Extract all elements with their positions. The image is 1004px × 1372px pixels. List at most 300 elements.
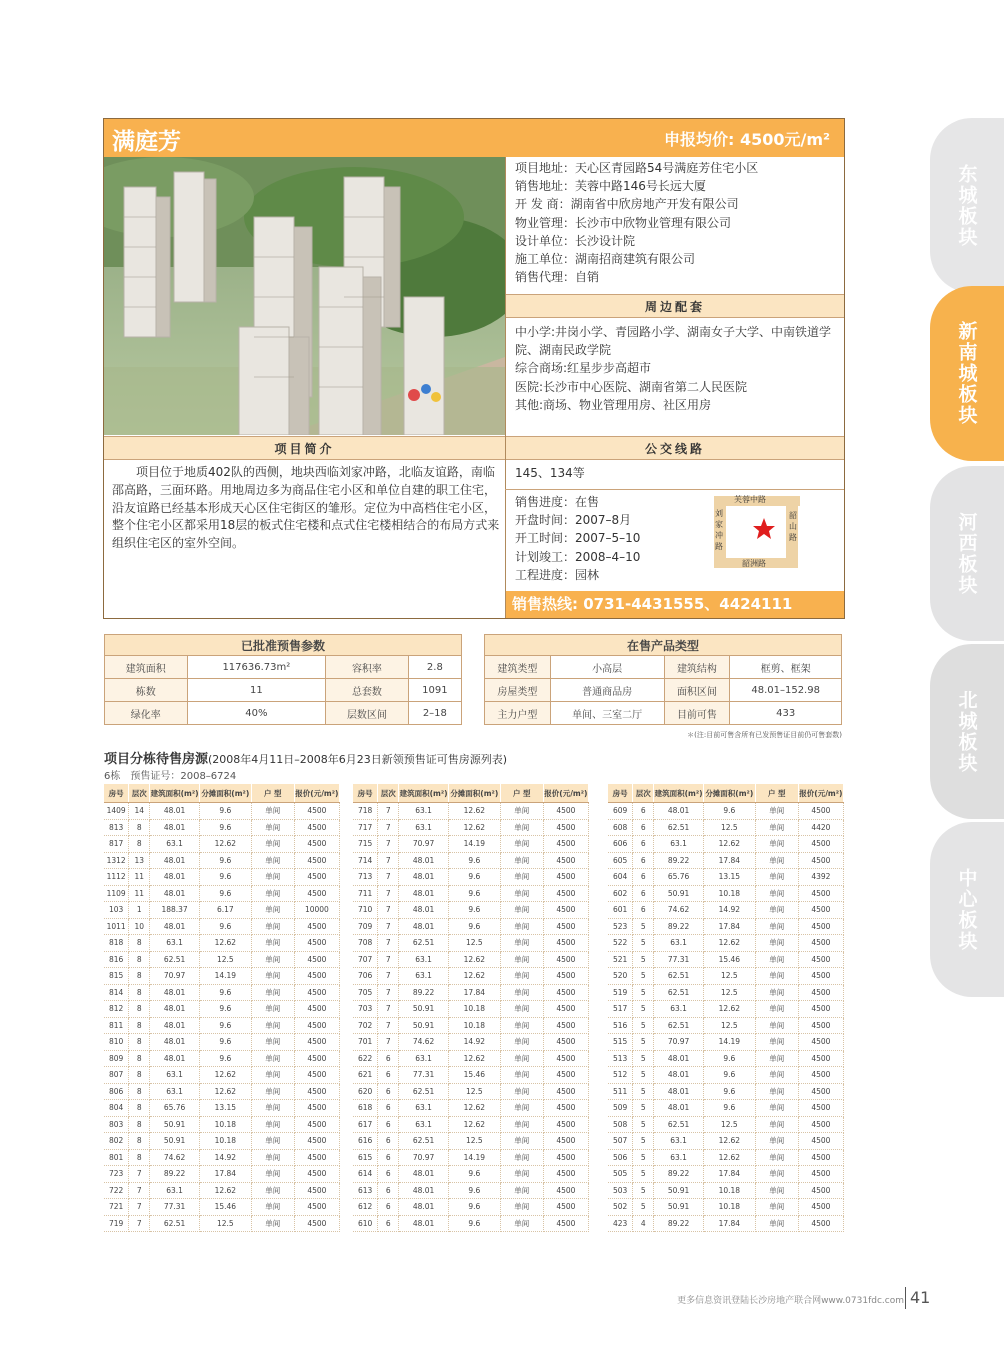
table-row xyxy=(608,1199,844,1216)
table-cell: 719 xyxy=(104,1215,129,1232)
table-cell: 50.91 xyxy=(654,1182,704,1199)
table-cell: 4500 xyxy=(294,836,339,853)
table-cell: 8 xyxy=(129,819,150,836)
table-cell: 14.19 xyxy=(199,968,251,985)
table-row xyxy=(353,1149,589,1166)
table-cell: 4500 xyxy=(798,1182,843,1199)
table-cell: 4500 xyxy=(543,902,588,919)
table-cell: 4500 xyxy=(798,935,843,952)
table-cell: 单间 xyxy=(755,968,798,985)
table-cell: 604 xyxy=(608,869,633,886)
table-cell: 6 xyxy=(633,836,654,853)
table-cell: 12.5 xyxy=(703,1116,755,1133)
table-row xyxy=(104,1001,340,1018)
table-cell: 5 xyxy=(633,951,654,968)
table-row xyxy=(353,1100,589,1117)
table-row xyxy=(608,852,844,869)
progress-open: 开盘时间：2007–8月 xyxy=(515,513,632,528)
table-cell: 4500 xyxy=(294,819,339,836)
table-row xyxy=(608,1001,844,1018)
table-cell: 7 xyxy=(378,1001,399,1018)
table-row: 建筑面积 117636.73m² 容积率 2.8 xyxy=(105,656,462,679)
table-cell: 单间 xyxy=(755,1116,798,1133)
table-cell: 1312 xyxy=(104,852,129,869)
table-cell: 4500 xyxy=(543,968,588,985)
table-cell: 9.6 xyxy=(703,1050,755,1067)
table-cell: 4500 xyxy=(294,951,339,968)
table-cell: 7 xyxy=(378,984,399,1001)
table-cell: 9.6 xyxy=(199,819,251,836)
table-cell: 5 xyxy=(633,1050,654,1067)
info-builder: 施工单位：湖南招商建筑有限公司 xyxy=(515,252,696,267)
table-cell: 5 xyxy=(633,918,654,935)
table-cell: 13.15 xyxy=(703,869,755,886)
progress-start: 开工时间：2007–5–10 xyxy=(515,531,641,546)
table-cell: 4500 xyxy=(294,1083,339,1100)
table-cell: 48.01 xyxy=(654,803,704,820)
table-cell: 单间 xyxy=(500,918,543,935)
table-cell: 4500 xyxy=(294,968,339,985)
table-cell: 单间 xyxy=(251,1001,294,1018)
table-cell: 509 xyxy=(608,1100,633,1117)
table-row xyxy=(104,852,340,869)
table-cell: 单间 xyxy=(755,852,798,869)
info-sales-address: 销售地址：芙蓉中路146号长远大厦 xyxy=(515,179,706,194)
table-cell: 1011 xyxy=(104,918,129,935)
column-header: 层次 xyxy=(633,784,654,803)
table-row xyxy=(104,869,340,886)
table-cell: 817 xyxy=(104,836,129,853)
table-cell: 10.18 xyxy=(703,1182,755,1199)
table-row xyxy=(608,1133,844,1150)
table-cell: 10000 xyxy=(294,902,339,919)
table-cell: 4500 xyxy=(294,1166,339,1183)
table-cell: 单间 xyxy=(755,951,798,968)
table-cell: 17.84 xyxy=(448,984,500,1001)
table-cell: 103 xyxy=(104,902,129,919)
divider xyxy=(905,1287,906,1309)
table-cell: 617 xyxy=(353,1116,378,1133)
table-cell: 4500 xyxy=(798,1001,843,1018)
table-cell: 48.01 xyxy=(399,1199,449,1216)
table-cell: 单间 xyxy=(251,885,294,902)
table-header-row xyxy=(353,784,589,803)
table-cell: 9.6 xyxy=(703,803,755,820)
table-cell: 7 xyxy=(129,1215,150,1232)
table-cell: 13 xyxy=(129,852,150,869)
product-title: 在售产品类型 xyxy=(485,635,842,656)
table-cell: 602 xyxy=(608,885,633,902)
table-row xyxy=(104,902,340,919)
table-cell: 12.5 xyxy=(448,935,500,952)
table-cell: 513 xyxy=(608,1050,633,1067)
table-cell: 单间 xyxy=(500,885,543,902)
around-schools: 中小学:井岗小学、青园路小学、湖南女子大学、中南铁道学院、湖南民政学院 xyxy=(515,325,832,358)
tab-xinnancheng[interactable]: 新南城板块 xyxy=(930,286,1004,461)
table-cell: 14.92 xyxy=(703,902,755,919)
table-cell: 4500 xyxy=(543,1133,588,1150)
table-row xyxy=(608,902,844,919)
table-cell: 714 xyxy=(353,852,378,869)
table-row xyxy=(608,1116,844,1133)
table-cell: 单间 xyxy=(755,1215,798,1232)
table-cell: 单间 xyxy=(500,1149,543,1166)
table-cell: 7 xyxy=(378,885,399,902)
table-cell: 7 xyxy=(378,1017,399,1034)
table-cell: 188.37 xyxy=(150,902,200,919)
column-header: 建筑面积(m²) xyxy=(654,784,704,803)
project-name: 满庭芳 xyxy=(112,129,181,155)
table-row xyxy=(104,885,340,902)
table-row xyxy=(104,1166,340,1183)
tab-dongcheng[interactable]: 东城板块 xyxy=(930,118,1004,293)
table-cell: 523 xyxy=(608,918,633,935)
table-row xyxy=(104,836,340,853)
table-cell: 9.6 xyxy=(199,869,251,886)
progress-complete: 计划竣工：2008–4–10 xyxy=(515,549,641,564)
table-cell: 单间 xyxy=(755,1133,798,1150)
table-cell: 5 xyxy=(633,968,654,985)
table-cell: 单间 xyxy=(500,902,543,919)
project-info xyxy=(515,159,835,286)
table-cell: 15.46 xyxy=(703,951,755,968)
table-row xyxy=(608,1034,844,1051)
table-cell: 14 xyxy=(129,803,150,820)
table-cell: 单间 xyxy=(251,1083,294,1100)
project-price: 申报均价: 4500元/m² xyxy=(663,130,830,149)
table-cell: 5 xyxy=(633,1133,654,1150)
table-row xyxy=(353,1199,589,1216)
table-cell: 12.5 xyxy=(703,819,755,836)
table-cell: 48.01 xyxy=(150,885,200,902)
table-cell: 4500 xyxy=(543,1001,588,1018)
table-cell: 6 xyxy=(378,1199,399,1216)
table-cell: 8 xyxy=(129,1083,150,1100)
table-cell: 10.18 xyxy=(703,1199,755,1216)
table-cell: 单间 xyxy=(755,1083,798,1100)
table-cell: 9.6 xyxy=(199,918,251,935)
table-cell: 601 xyxy=(608,902,633,919)
table-cell: 8 xyxy=(129,1116,150,1133)
column-header: 报价(元/m²) xyxy=(798,784,843,803)
table-cell: 单间 xyxy=(500,1199,543,1216)
table-row xyxy=(104,1199,340,1216)
table-cell: 4500 xyxy=(543,803,588,820)
table-cell: 9.6 xyxy=(199,1017,251,1034)
table-cell: 70.97 xyxy=(399,836,449,853)
table-cell: 单间 xyxy=(500,1083,543,1100)
table-cell: 7 xyxy=(129,1182,150,1199)
around-hospital: 医院:长沙市中心医院、湖南省第二人民医院 xyxy=(515,379,748,394)
table-cell: 7 xyxy=(378,852,399,869)
table-cell: 4500 xyxy=(294,1034,339,1051)
table-cell: 63.1 xyxy=(399,819,449,836)
table-cell: 单间 xyxy=(251,902,294,919)
table-row xyxy=(104,951,340,968)
table-cell: 8 xyxy=(129,1100,150,1117)
table-row xyxy=(608,836,844,853)
table-row xyxy=(353,951,589,968)
table-cell: 63.1 xyxy=(399,968,449,985)
table-cell: 4500 xyxy=(294,1133,339,1150)
divider xyxy=(505,157,506,618)
table-cell: 63.1 xyxy=(399,1116,449,1133)
table-cell: 620 xyxy=(353,1083,378,1100)
table-cell: 单间 xyxy=(755,1017,798,1034)
table-row xyxy=(104,1067,340,1084)
table-cell: 7 xyxy=(378,869,399,886)
table-cell: 8 xyxy=(129,935,150,952)
table-header-row xyxy=(608,784,844,803)
column-header: 建筑面积(m²) xyxy=(150,784,200,803)
table-cell: 506 xyxy=(608,1149,633,1166)
table-cell: 单间 xyxy=(500,1166,543,1183)
table-cell: 62.51 xyxy=(150,1215,200,1232)
table-cell: 5 xyxy=(633,1149,654,1166)
table-cell: 63.1 xyxy=(150,1067,200,1084)
table-cell: 708 xyxy=(353,935,378,952)
table-cell: 9.6 xyxy=(448,918,500,935)
table-row xyxy=(353,803,589,820)
table-row xyxy=(608,968,844,985)
presale-title: 已批准预售参数 xyxy=(105,635,462,656)
table-cell: 4500 xyxy=(798,1166,843,1183)
section-intro: 项目简介 xyxy=(104,436,505,460)
table-cell: 63.1 xyxy=(654,1149,704,1166)
table-cell: 12.62 xyxy=(448,1116,500,1133)
table-row xyxy=(608,1050,844,1067)
table-row: 主力户型 单间、三室二厅 目前可售 433 xyxy=(485,702,842,725)
table-cell: 单间 xyxy=(500,1215,543,1232)
table-cell: 6 xyxy=(378,1067,399,1084)
table-cell: 5 xyxy=(633,1199,654,1216)
table-cell: 9.6 xyxy=(703,1067,755,1084)
info-property-mgmt: 物业管理：长沙市中欣物业管理有限公司 xyxy=(515,215,732,230)
map-road-left: 刘家冲路 xyxy=(715,509,723,551)
table-cell: 50.91 xyxy=(654,1199,704,1216)
table-cell: 4500 xyxy=(798,968,843,985)
table-cell: 4392 xyxy=(798,869,843,886)
table-cell: 单间 xyxy=(755,1034,798,1051)
star-icon xyxy=(753,518,775,539)
table-cell: 63.1 xyxy=(654,1133,704,1150)
table-cell: 63.1 xyxy=(399,1050,449,1067)
table-cell: 单间 xyxy=(500,1182,543,1199)
column-header: 分摊面积(m²) xyxy=(448,784,500,803)
table-cell: 4500 xyxy=(294,1067,339,1084)
table-cell: 单间 xyxy=(755,1001,798,1018)
table-cell: 6.17 xyxy=(199,902,251,919)
table-cell: 8 xyxy=(129,984,150,1001)
table-cell: 单间 xyxy=(500,951,543,968)
table-cell: 63.1 xyxy=(150,836,200,853)
table-cell: 4500 xyxy=(543,1215,588,1232)
table-cell: 721 xyxy=(104,1199,129,1216)
unit-table-2 xyxy=(353,784,589,1232)
table-cell: 9.6 xyxy=(448,885,500,902)
building-permit: 6栋 预售证号：2008–6724 xyxy=(104,771,237,782)
table-row xyxy=(608,935,844,952)
table-cell: 单间 xyxy=(500,803,543,820)
table-row xyxy=(104,1215,340,1232)
table-row xyxy=(104,1017,340,1034)
table-cell: 10.18 xyxy=(703,885,755,902)
table-cell: 707 xyxy=(353,951,378,968)
table-cell: 11 xyxy=(129,869,150,886)
table-row xyxy=(353,984,589,1001)
table-cell: 4500 xyxy=(543,869,588,886)
table-cell: 815 xyxy=(104,968,129,985)
table-cell: 65.76 xyxy=(654,869,704,886)
table-cell: 1112 xyxy=(104,869,129,886)
table-cell: 8 xyxy=(129,1001,150,1018)
product-table xyxy=(484,634,842,725)
table-cell: 5 xyxy=(633,1166,654,1183)
table-cell: 6 xyxy=(378,1116,399,1133)
table-cell: 48.01 xyxy=(654,1083,704,1100)
around-list xyxy=(515,323,840,414)
tab-beicheng[interactable]: 北城板块 xyxy=(930,644,1004,819)
table-cell: 4500 xyxy=(798,902,843,919)
table-cell: 单间 xyxy=(251,1149,294,1166)
table-row xyxy=(353,1067,589,1084)
table-cell: 4500 xyxy=(543,819,588,836)
tab-hexi[interactable]: 河西板块 xyxy=(930,466,1004,641)
table-row xyxy=(104,1133,340,1150)
table-cell: 802 xyxy=(104,1133,129,1150)
table-cell: 63.1 xyxy=(150,935,200,952)
table-cell: 63.1 xyxy=(654,935,704,952)
table-cell: 63.1 xyxy=(654,836,704,853)
column-header: 房号 xyxy=(353,784,378,803)
table-cell: 单间 xyxy=(755,1067,798,1084)
table-cell: 4500 xyxy=(543,1067,588,1084)
table-cell: 722 xyxy=(104,1182,129,1199)
table-row xyxy=(353,869,589,886)
table-cell: 单间 xyxy=(251,819,294,836)
table-cell: 89.22 xyxy=(399,984,449,1001)
table-cell: 4500 xyxy=(798,1149,843,1166)
table-cell: 613 xyxy=(353,1182,378,1199)
table-cell: 718 xyxy=(353,803,378,820)
table-cell: 12.62 xyxy=(703,836,755,853)
table-row xyxy=(353,836,589,853)
table-cell: 单间 xyxy=(755,935,798,952)
table-row xyxy=(608,1067,844,1084)
table-cell: 48.01 xyxy=(654,1100,704,1117)
table-cell: 48.01 xyxy=(150,984,200,1001)
table-cell: 65.76 xyxy=(150,1100,200,1117)
table-cell: 807 xyxy=(104,1067,129,1084)
unit-table-3 xyxy=(608,784,844,1232)
table-cell: 5 xyxy=(633,1017,654,1034)
table-row xyxy=(353,885,589,902)
info-developer: 开 发 商：湖南省中欣房地产开发有限公司 xyxy=(515,197,739,212)
column-header: 户 型 xyxy=(755,784,798,803)
table-cell: 12.5 xyxy=(703,1017,755,1034)
table-cell: 单间 xyxy=(500,1017,543,1034)
table-cell: 7 xyxy=(378,951,399,968)
table-row xyxy=(353,852,589,869)
table-cell: 单间 xyxy=(500,1133,543,1150)
column-header: 建筑面积(m²) xyxy=(399,784,449,803)
table-cell: 9.6 xyxy=(703,1083,755,1100)
table-row xyxy=(608,984,844,1001)
table-row xyxy=(104,1182,340,1199)
table-cell: 809 xyxy=(104,1050,129,1067)
page-number: 41 xyxy=(910,1288,931,1307)
table-row xyxy=(104,1100,340,1117)
table-row xyxy=(353,1083,589,1100)
table-cell: 48.01 xyxy=(150,1050,200,1067)
table-cell: 77.31 xyxy=(150,1199,200,1216)
table-cell: 9.6 xyxy=(199,1050,251,1067)
table-cell: 4500 xyxy=(543,1166,588,1183)
table-row xyxy=(608,869,844,886)
table-cell: 705 xyxy=(353,984,378,1001)
table-cell: 4500 xyxy=(543,1182,588,1199)
table-cell: 618 xyxy=(353,1100,378,1117)
table-cell: 4500 xyxy=(543,1100,588,1117)
table-row xyxy=(608,1017,844,1034)
table-cell: 702 xyxy=(353,1017,378,1034)
table-cell: 4500 xyxy=(294,935,339,952)
table-cell: 单间 xyxy=(251,984,294,1001)
table-row xyxy=(104,1083,340,1100)
table-cell: 4500 xyxy=(294,803,339,820)
table-cell: 单间 xyxy=(251,1116,294,1133)
table-cell: 5 xyxy=(633,935,654,952)
table-cell: 4500 xyxy=(294,1199,339,1216)
table-cell: 520 xyxy=(608,968,633,985)
table-cell: 70.97 xyxy=(150,968,200,985)
table-row xyxy=(104,1116,340,1133)
table-cell: 单间 xyxy=(251,1100,294,1117)
table-cell: 48.01 xyxy=(150,869,200,886)
table-cell: 4500 xyxy=(798,1017,843,1034)
table-cell: 803 xyxy=(104,1116,129,1133)
table-cell: 4500 xyxy=(798,1067,843,1084)
table-cell: 单间 xyxy=(500,935,543,952)
table-cell: 4500 xyxy=(798,984,843,1001)
table-cell: 12.62 xyxy=(199,836,251,853)
table-cell: 701 xyxy=(353,1034,378,1051)
presale-table xyxy=(104,634,462,725)
table-cell: 62.51 xyxy=(399,1133,449,1150)
table-cell: 63.1 xyxy=(150,1083,200,1100)
table-cell: 48.01 xyxy=(150,918,200,935)
table-row xyxy=(608,1100,844,1117)
table-cell: 4500 xyxy=(798,1083,843,1100)
table-cell: 6 xyxy=(378,1133,399,1150)
table-cell: 4500 xyxy=(798,1050,843,1067)
table-cell: 单间 xyxy=(251,803,294,820)
table-cell: 4500 xyxy=(294,1050,339,1067)
table-row xyxy=(353,902,589,919)
table-cell: 63.1 xyxy=(399,1100,449,1117)
table-cell: 4500 xyxy=(798,803,843,820)
table-cell: 10.18 xyxy=(199,1133,251,1150)
tab-zhongxin[interactable]: 中心板块 xyxy=(930,822,1004,997)
table-row xyxy=(353,1215,589,1232)
table-cell: 4500 xyxy=(543,1149,588,1166)
table-cell: 89.22 xyxy=(654,852,704,869)
table-cell: 6 xyxy=(633,803,654,820)
table-cell: 6 xyxy=(378,1166,399,1183)
column-header: 房号 xyxy=(104,784,129,803)
table-cell: 622 xyxy=(353,1050,378,1067)
table-cell: 7 xyxy=(378,1034,399,1051)
